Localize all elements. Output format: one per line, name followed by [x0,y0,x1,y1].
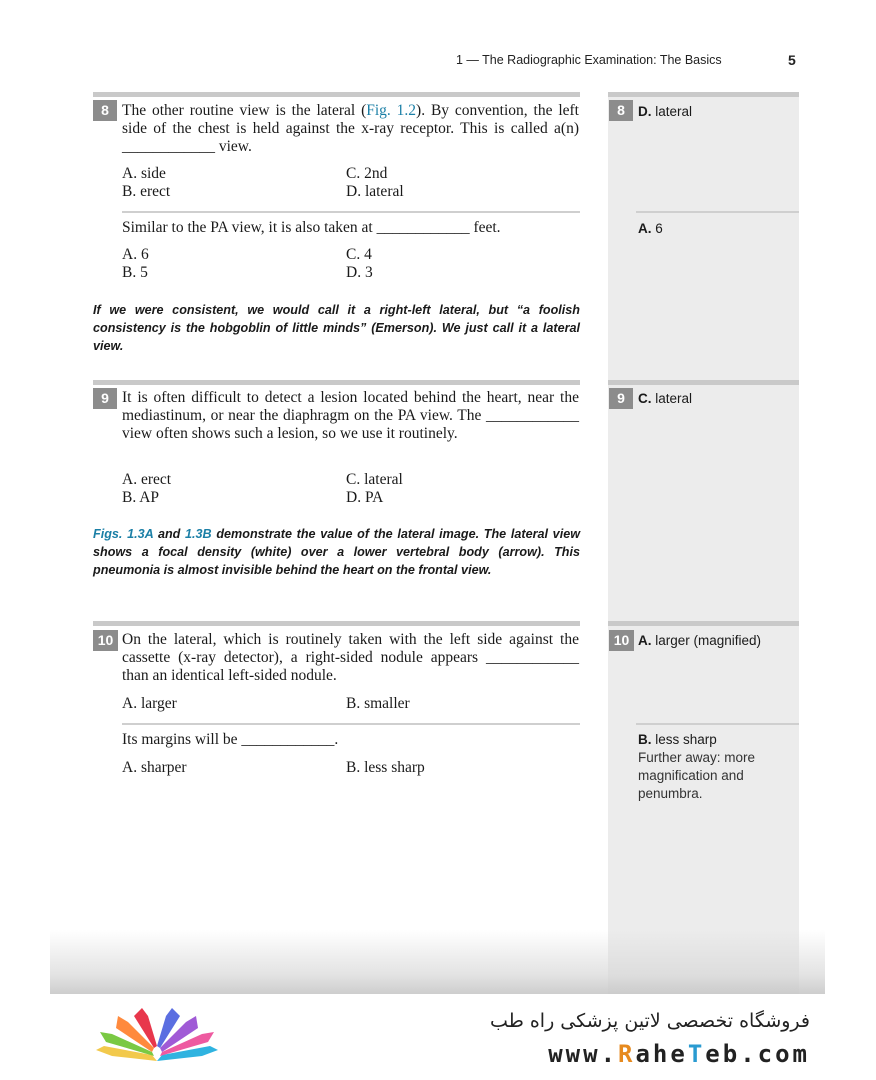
page-number: 5 [788,52,796,68]
answer-number-8: 8 [609,100,633,121]
question-8-sub-text: Similar to the PA view, it is also taken at ____________ feet. [122,219,501,236]
figure-link[interactable]: 1.3B [185,527,212,541]
option: D. lateral [346,183,404,200]
option: B. smaller [346,695,410,712]
option: C. 2nd [346,165,388,182]
shop-name: فروشگاه تخصصی لاتین پزشکی راه طب [490,1010,810,1032]
option: B. erect [122,183,171,200]
website-url[interactable]: www.RaheTeb.com [548,1040,810,1068]
option: A. side [122,165,166,182]
section-divider [93,380,580,385]
option: C. 4 [346,246,372,263]
figure-link[interactable]: Figs. 1.3A [93,527,154,541]
note-8: If we were consistent, we would call it a right-left lateral, but “a foolish consistency is the hobgoblin of little minds” (Emerson). We just call it a lateral view. [93,303,580,353]
option: D. 3 [346,264,373,281]
running-title: 1 — The Radiographic Examination: The Basics [456,53,722,67]
sub-answer-8: A. 6 [638,221,663,236]
sub-answer-divider [636,211,799,213]
sub-question-divider [122,211,580,213]
option: B. AP [122,489,160,506]
page-bottom-shadow [50,930,825,994]
question-number-8: 8 [93,100,117,121]
sub-question-divider [122,723,580,725]
sub-answer-divider [636,723,799,725]
note-9: Figs. 1.3A and 1.3B demonstrate the value of the lateral image. The lateral view shows a focal density (white) over a lower vertebral body (arrow). This pneumonia is almost invisible behind the heart on the frontal view. [93,527,580,577]
option: B. less sharp [346,759,425,776]
option: A. 6 [122,246,149,263]
page-header [0,52,876,70]
footer-watermark [0,994,876,1080]
question-10-sub-text: Its margins will be ____________. [122,731,339,748]
option: C. lateral [346,471,403,488]
question-number-10: 10 [93,630,118,651]
sub-answer-10: B. less sharp [638,732,717,747]
question-number-9: 9 [93,388,117,409]
question-9-text: It is often difficult to detect a lesion located behind the heart, near the mediastinum, or near the diaphragm on the PA view. The ____________ view often shows such a lesion, so we use it routinely. [122,389,579,442]
open-book-logo-icon [92,1006,222,1068]
answer-divider [608,380,799,385]
section-divider [93,92,580,97]
answer-number-9: 9 [609,388,633,409]
option: A. sharper [122,759,187,776]
question-8-text: The other routine view is the lateral (Fig. 1.2). By convention, the left side of the chest is held against the x-ray receptor. This is called a(n) ____________ view. [122,102,579,155]
answer-10: A. larger (magnified) [638,633,762,648]
option: A. erect [122,471,172,488]
answer-9: C. lateral [638,391,693,406]
question-10-text: On the lateral, which is routinely taken with the left side against the cassette (x-ray detector), a right-sided nodule appears ____________ than an identical left-sided nodule. [122,631,579,684]
option: B. 5 [122,264,148,281]
figure-link[interactable]: Fig. 1.2 [366,102,417,119]
sub-answer-10-detail: Further away: more magnification and penumbra. [638,750,756,801]
answer-number-10: 10 [609,630,634,651]
answer-divider [608,92,799,97]
answer-8: D. lateral [638,104,693,119]
section-divider [93,621,580,626]
answer-divider [608,621,799,626]
option: D. PA [346,489,384,506]
option: A. larger [122,695,177,712]
